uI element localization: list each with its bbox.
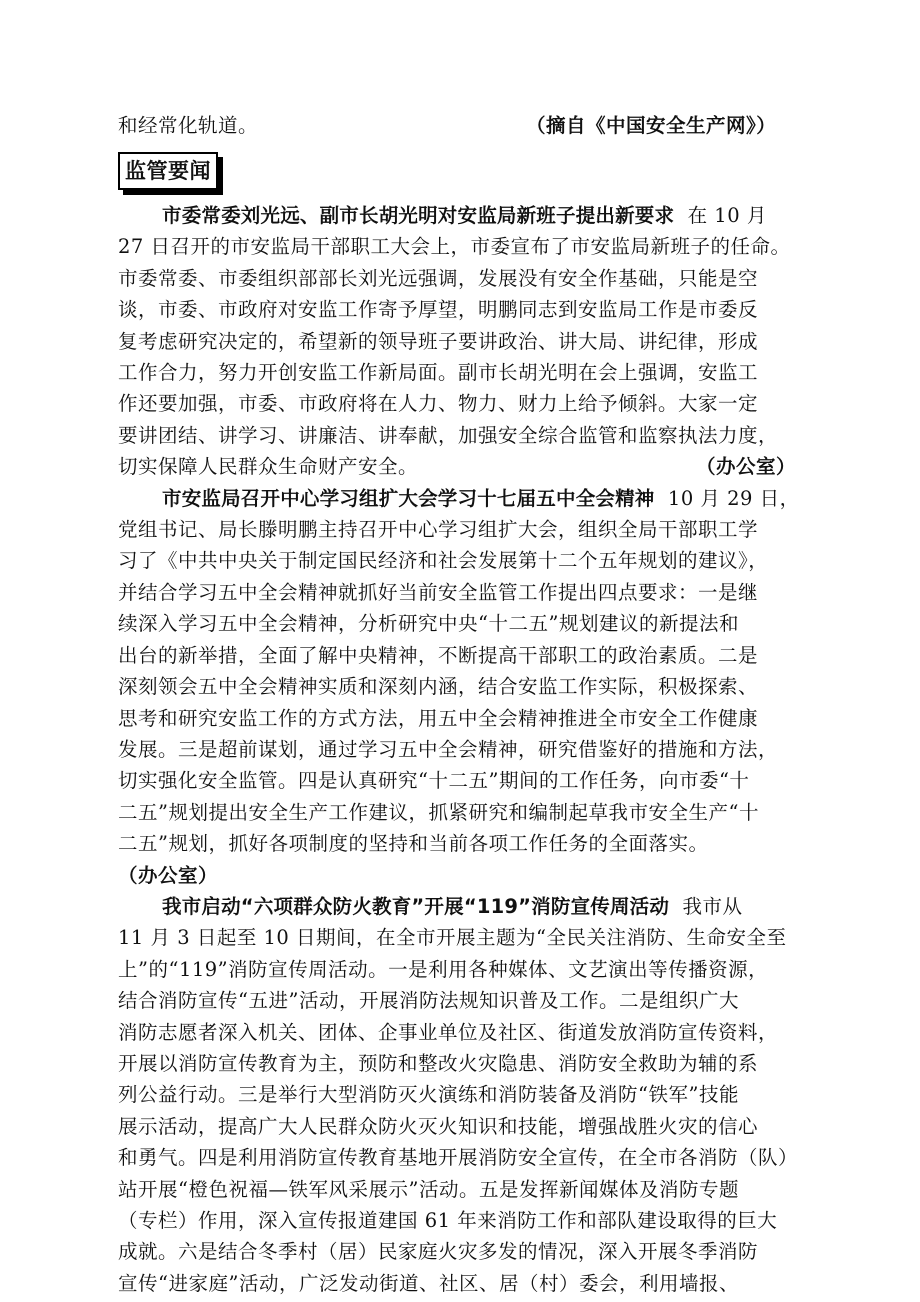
article-3-headline: 我市启动“六项群众防火教育”开展“119”消防宣传周活动	[162, 894, 670, 918]
article-1-headline: 市委常委刘光远、副市长胡光明对安监局新班子提出新要求	[162, 204, 675, 227]
article-2-line: 发展。三是超前谋划，通过学习五中全会精神，研究借鉴好的措施和方法，	[118, 737, 779, 761]
article-2-line: 续深入学习五中全会精神，分析研究中央“十二五”规划建议的新提法和	[118, 612, 739, 636]
article-3-line: （专栏）作用，深入宣传报道建国 61 年来消防工作和部队建设取得的巨大	[118, 1209, 778, 1232]
article-2-line: 二五”规划提出安全生产工作建议，抓紧研究和编制起草我市安全生产“十	[118, 800, 759, 824]
article-3-line: 11 月 3 日起至 10 日期间，在全市开展主题为“全民关注消防、生命安全至	[118, 926, 787, 950]
article-2-line: 切实强化安全监管。四是认真研究“十二五”期间的工作任务，向市委“十	[118, 769, 750, 793]
article-3-line: 宣传“进家庭”活动，广泛发动街道、社区、居（村）委会，利用墙报、	[118, 1271, 739, 1295]
article-1-line: 工作合力，努力开创安监工作新局面。副市长胡光明在会上强调，安监工	[118, 361, 759, 385]
article-3-line: 展示活动，提高广大人民群众防火灭火知识和技能，增强战胜火灾的信心	[118, 1114, 759, 1138]
article-3-line: 上”的“119”消防宣传周活动。一是利用各种媒体、文艺演出等传播资源，	[118, 957, 769, 981]
article-1	[118, 200, 834, 483]
article-3-line: 我市从	[682, 894, 743, 918]
article-1-line: 在 10 月	[687, 204, 767, 227]
article-2-line: 深刻领会五中全会精神实质和深刻内涵，结合安监工作实际，积极探索、	[118, 675, 759, 699]
article-3-line: 列公益行动。三是举行大型消防灭火演练和消防装备及消防“铁军”技能	[118, 1083, 739, 1107]
article-3-line: 开展以消防宣传教育为主，预防和整改火灾隐患、消防安全救助为辅的系	[118, 1051, 759, 1075]
article-1-line: 切实保障人民群众生命财产安全。	[118, 455, 419, 479]
article-1-line: 27 日召开的市安监局干部职工大会上，市委宣布了市安监局新班子的任命。	[118, 235, 791, 259]
article-3-line: 成就。六是结合冬季村（居）民家庭火灾多发的情况，深入开展冬季消防	[118, 1240, 759, 1264]
article-1-line: 谈，市委、市政府对安监工作寄予厚望，明鹏同志到安监局工作是市委反	[118, 298, 759, 322]
article-3-first-line	[118, 891, 834, 922]
section-heading-box	[118, 152, 218, 190]
intro-source: （摘自《中国安全生产网》）	[526, 114, 777, 137]
article-2-line: 思考和研究安监工作的方式方法，用五中全会精神推进全市安全工作健康	[118, 706, 759, 730]
article-1-line: 市委常委、市委组织部部长刘光远强调，发展没有安全作基础，只能是空	[118, 266, 759, 290]
article-2-line: 出台的新举措，全面了解中央精神，不断提高干部职工的政治素质。二是	[118, 643, 759, 667]
article-2-line: 并结合学习五中全会精神就抓好当前安全监管工作提出四点要求：一是继	[118, 580, 759, 604]
article-1-line: 复考虑研究决定的，希望新的领导班子要讲政治、讲大局、讲纪律，形成	[118, 329, 759, 353]
article-1-line: 作还要加强，市委、市政府将在人力、物力、财力上给予倾斜。大家一定	[118, 392, 759, 416]
article-3-line: 站开展“橙色祝福—铁军风采展示”活动。五是发挥新闻媒体及消防专题	[118, 1177, 739, 1201]
intro-text: 和经常化轨道。	[118, 114, 259, 137]
article-2-line: 10 月 29 日，	[667, 486, 800, 510]
intro-line	[118, 110, 834, 142]
article-2-line: 习了《中共中央关于制定国民经济和社会发展第十二个五年规划的建议》，	[118, 549, 769, 573]
article-3	[118, 891, 834, 1299]
article-1-line: 要讲团结、讲学习、讲廉洁、讲奉献，加强安全综合监管和监察执法力度，	[118, 423, 779, 447]
article-2-headline: 市安监局召开中心学习组扩大会学习十七届五中全会精神	[162, 486, 655, 510]
article-2-line: 二五”规划，抓好各项制度的坚持和当前各项工作任务的全面落实。	[118, 832, 709, 856]
article-3-line: 和勇气。四是利用消防宣传教育基地开展消防安全宣传，在全市各消防（队）	[118, 1146, 799, 1170]
article-2-line: 党组书记、局长滕明鹏主持召开中心学习组扩大会，组织全局干部职工学	[118, 518, 759, 542]
article-body	[118, 200, 834, 1299]
article-1-first-line	[118, 200, 834, 231]
article-1-source: （办公室）	[695, 455, 796, 479]
article-3-line: 消防志愿者深入机关、团体、企事业单位及社区、街道发放消防宣传资料，	[118, 1020, 779, 1044]
article-3-line: 结合消防宣传“五进”活动，开展消防法规知识普及工作。二是组织广大	[118, 989, 739, 1013]
article-1-last-line	[118, 451, 834, 482]
article-2-source: （办公室）	[118, 863, 219, 887]
section-title: 监管要闻	[125, 158, 211, 183]
article-2-first-line	[118, 483, 834, 514]
article-2	[118, 483, 834, 891]
